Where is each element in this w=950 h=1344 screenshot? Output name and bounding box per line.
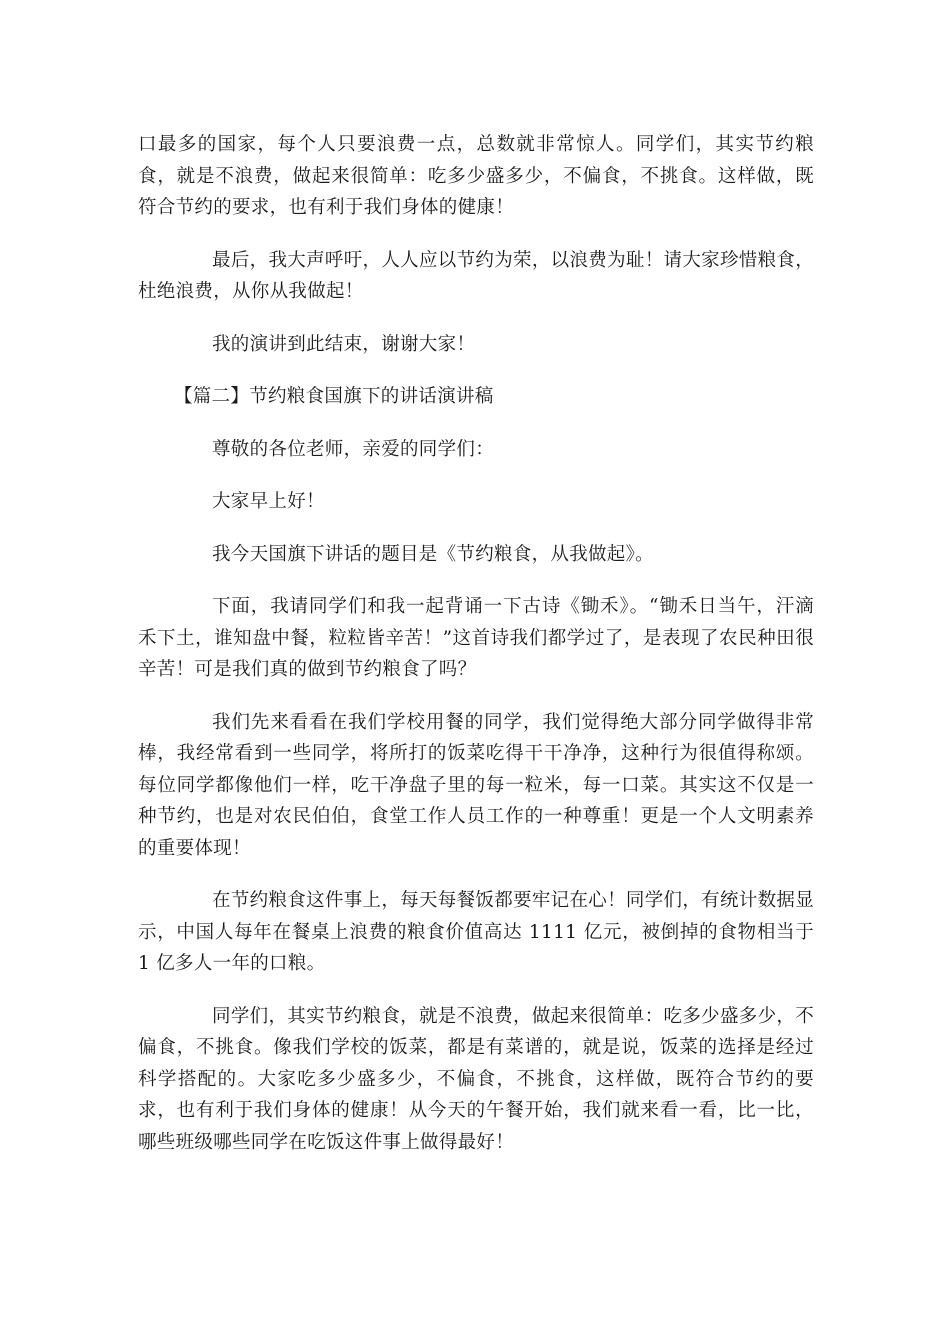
paragraph-salutation: 尊敬的各位老师，亲爱的同学们： (212, 438, 495, 460)
document-body (138, 129, 814, 1179)
paragraph-greeting: 大家早上好！ (212, 491, 325, 512)
paragraph-conclusion: 同学们，其实节约粮食，就是不浪费，做起来很简单：吃多少盛多少，不偏食，不挑食。像我们学校的饭菜，都是有菜谱的，就是说，饭菜的选择是经过科学搭配的。大家吃多少盛多少，不偏食，不挑食，这样做，既符合节约的要求，也有利于我们身体的健康！从今天的午餐开始，我们就来看一看，比一比，哪些班级哪些同学在吃饭这件事上做得最好！ (138, 1005, 814, 1153)
paragraph-poem: 下面，我请同学们和我一起背诵一下古诗《锄禾》。“锄禾日当午，汗滴禾下土，谁知盘中餐，粒粒皆辛苦！”这首诗我们都学过了，是表现了农民种田很辛苦！可是我们真的做到节约粮食了吗？ (138, 596, 814, 680)
paragraph-topic: 我今天国旗下讲话的题目是《节约粮食，从我做起》。 (212, 543, 654, 565)
paragraph-canteen: 我们先来看看在我们学校用餐的同学，我们觉得绝大部分同学做得非常棒，我经常看到一些同学，将所打的饭菜吃得干干净净，这种行为很值得称颂。每位同学都像他们一样，吃干净盘子里的每一粒米，每一口菜。其实这不仅是一种节约，也是对农民伯伯，食堂工作人员工作的一种尊重！更是一个人文明素养的重要体现！ (138, 711, 814, 859)
section-heading: 【篇二】节约粮食国旗下的讲话演讲稿 (174, 386, 494, 407)
paragraph-thanks: 我的演讲到此结束，谢谢大家！ (212, 333, 476, 355)
paragraph-statistics: 在节约粮食这件事上，每天每餐饭都要牢记在心！同学们，有统计数据显示，中国人每年在餐桌上浪费的粮食价值高达 1111 亿元，被倒掉的食物相当于 1 亿多人一年的口粮。 (138, 890, 814, 974)
paragraph-closing-appeal: 最后，我大声呼吁，人人应以节约为荣，以浪费为耻！请大家珍惜粮食，杜绝浪费，从你从我做起！ (138, 249, 814, 302)
paragraph-continuation: 口最多的国家，每个人只要浪费一点，总数就非常惊人。同学们，其实节约粮食，就是不浪费，做起来很简单：吃多少盛多少，不偏食，不挑食。这样做，既符合节约的要求，也有利于我们身体的健康！ (138, 134, 814, 218)
